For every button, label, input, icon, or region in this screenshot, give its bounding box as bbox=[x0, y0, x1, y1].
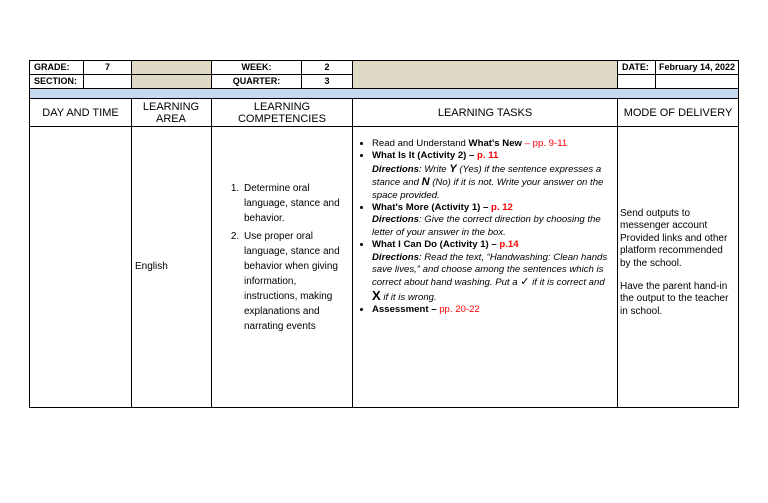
grade-value: 7 bbox=[104, 62, 110, 72]
task-item: • What I Can Do (Activity 1) – p.14 Directions: Read the text, “Handwashing: Clean hands save lives,” and choose among the sentences which is correct about hand washing. Put a ✓ if it is correct and X if it is wrong. bbox=[372, 239, 610, 304]
check-mark-icon: ✓ bbox=[520, 276, 530, 289]
column-header-competencies: LEARNING COMPETENCIES bbox=[237, 100, 326, 125]
column-header-day-time: DAY AND TIME bbox=[42, 106, 119, 119]
mode-paragraph: Send outputs to messenger account Provided links and other platform recommended by the school. bbox=[620, 208, 728, 269]
column-header-mode: MODE OF DELIVERY bbox=[623, 106, 733, 119]
competency-item: 2. Use proper oral language, stance and behavior when giving information, instructions, making explanations and narrating events bbox=[242, 229, 350, 334]
competencies-cell bbox=[222, 181, 350, 334]
learning-area-cell: English bbox=[135, 261, 168, 272]
tasks-cell bbox=[358, 138, 610, 317]
mode-of-delivery-cell bbox=[620, 208, 736, 318]
quarter-label: QUARTER: bbox=[232, 76, 281, 86]
competency-item: 1. Determine oral language, stance and behavior. bbox=[242, 181, 350, 226]
date-label: DATE: bbox=[622, 62, 649, 72]
column-header-tasks: LEARNING TASKS bbox=[437, 106, 533, 119]
quarter-value: 3 bbox=[324, 76, 330, 86]
task-item: • Assessment – pp. 20-22 bbox=[372, 304, 610, 316]
mode-paragraph: Have the parent hand-in the output to the teacher in school. bbox=[620, 281, 729, 317]
date-value: February 14, 2022 bbox=[658, 62, 736, 72]
task-item: • What Is It (Activity 2) – p. 11 Directions: Write Y (Yes) if the sentence expresses a stance and N (No) if it is not. Write your answer on the space provided. bbox=[372, 150, 610, 202]
grade-label: GRADE: bbox=[34, 62, 70, 72]
week-value: 2 bbox=[324, 62, 330, 72]
task-item: • What's More (Activity 1) – p. 12 Directions: Give the correct direction by choosing the letter of your answer in the box. bbox=[372, 202, 610, 239]
task-item: • Read and Understand What's New – pp. 9-11 bbox=[372, 138, 610, 150]
section-label: SECTION: bbox=[34, 76, 78, 86]
column-header-learning-area: LEARNING AREA bbox=[142, 100, 200, 125]
week-label: WEEK: bbox=[241, 62, 272, 72]
x-mark-icon: X bbox=[372, 287, 381, 303]
